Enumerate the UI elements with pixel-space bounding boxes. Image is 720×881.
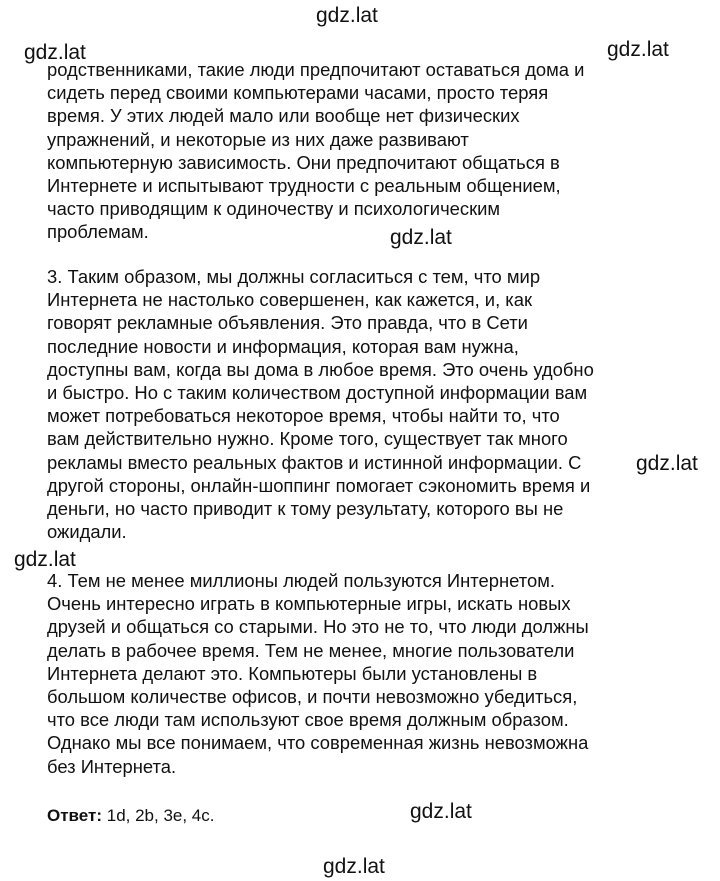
paragraph-line: 4. Тем не менее миллионы людей пользуются Интернетом.: [47, 570, 555, 591]
paragraph-line: родственниками, такие люди предпочитают оставаться дома и: [47, 59, 585, 80]
watermark-left-upper: gdz.lat: [24, 41, 86, 64]
paragraph-line: Интернета делают это. Компьютеры были установлены в: [47, 662, 538, 684]
answer-value: 1d, 2b, 3e, 4c.: [106, 806, 215, 825]
watermark-top: gdz.lat: [316, 4, 378, 27]
watermark-right-middle: gdz.lat: [636, 452, 698, 475]
paragraph-line: и быстро. Но с таким количеством доступной информации вам: [47, 382, 588, 404]
paragraph-line: деньги, но часто приводит к тому результату, которого вы не: [47, 498, 564, 520]
paragraph-line: часто приводящим к одиночеству и психологическим: [47, 198, 501, 220]
answer-line: [47, 806, 214, 826]
paragraph-line: Интернета не настолько совершенен, как кажется, и, как: [47, 289, 533, 311]
paragraph-line: ожидали.: [47, 521, 127, 543]
paragraph-line: Очень интересно играть в компьютерные игры, искать новых: [47, 593, 571, 615]
watermark-middle-lower: gdz.lat: [410, 800, 472, 823]
paragraph-line: 3. Таким образом, мы должны согласиться с тем, что мир: [47, 266, 541, 287]
paragraph-line: без Интернета.: [47, 755, 177, 777]
paragraph-line: доступны вам, когда вы дома в любое время. Это очень удобно: [47, 358, 594, 380]
paragraph-3: [47, 265, 707, 543]
paragraph-line: делать в рабочее время. Тем не менее, многие пользователи: [47, 639, 575, 661]
watermark-right-upper: gdz.lat: [607, 38, 669, 61]
paragraph-line: Интернете и испытывают трудности с реальным общением,: [47, 175, 561, 197]
paragraph-4: [47, 569, 707, 778]
paragraph-line: время. У этих людей мало или вообще нет физических: [47, 105, 520, 127]
paragraph-line: последние новости и информация, которая вам нужна,: [47, 335, 519, 357]
paragraph-line: говорят рекламные объявления. Это правда, что в Сети: [47, 312, 528, 334]
paragraph-line: Однако мы все понимаем, что современная жизнь невозможна: [47, 732, 589, 754]
paragraph-line: компьютерную зависимость. Они предпочитают общаться в: [47, 151, 560, 173]
watermark-middle-upper: gdz.lat: [390, 226, 452, 249]
paragraph-line: вам действительно нужно. Кроме того, существует так много: [47, 428, 568, 450]
paragraph-line: другой стороны, онлайн-шоппинг помогает сэкономить время и: [47, 474, 591, 496]
watermark-left-middle: gdz.lat: [14, 548, 76, 571]
paragraph-line: что все люди там используют свое время должным образом.: [47, 709, 569, 731]
paragraph-2-continuation: [47, 58, 707, 244]
answer-label: Ответ:: [47, 806, 102, 825]
paragraph-line: проблемам.: [47, 221, 149, 243]
paragraph-line: сидеть перед своими компьютерами часами, просто теряя: [47, 82, 549, 104]
paragraph-line: может потребоваться некоторое время, чтобы найти то, что: [47, 405, 560, 427]
paragraph-line: друзей и общаться со старыми. Но это не то, что люди должны: [47, 616, 589, 638]
watermark-bottom: gdz.lat: [323, 855, 385, 878]
paragraph-line: большом количестве офисов, и почти невозможно убедиться,: [47, 686, 578, 708]
paragraph-line: упражнений, и некоторые из них даже развивают: [47, 128, 469, 150]
paragraph-line: рекламы вместо реальных фактов и истинной информации. С: [47, 451, 582, 473]
